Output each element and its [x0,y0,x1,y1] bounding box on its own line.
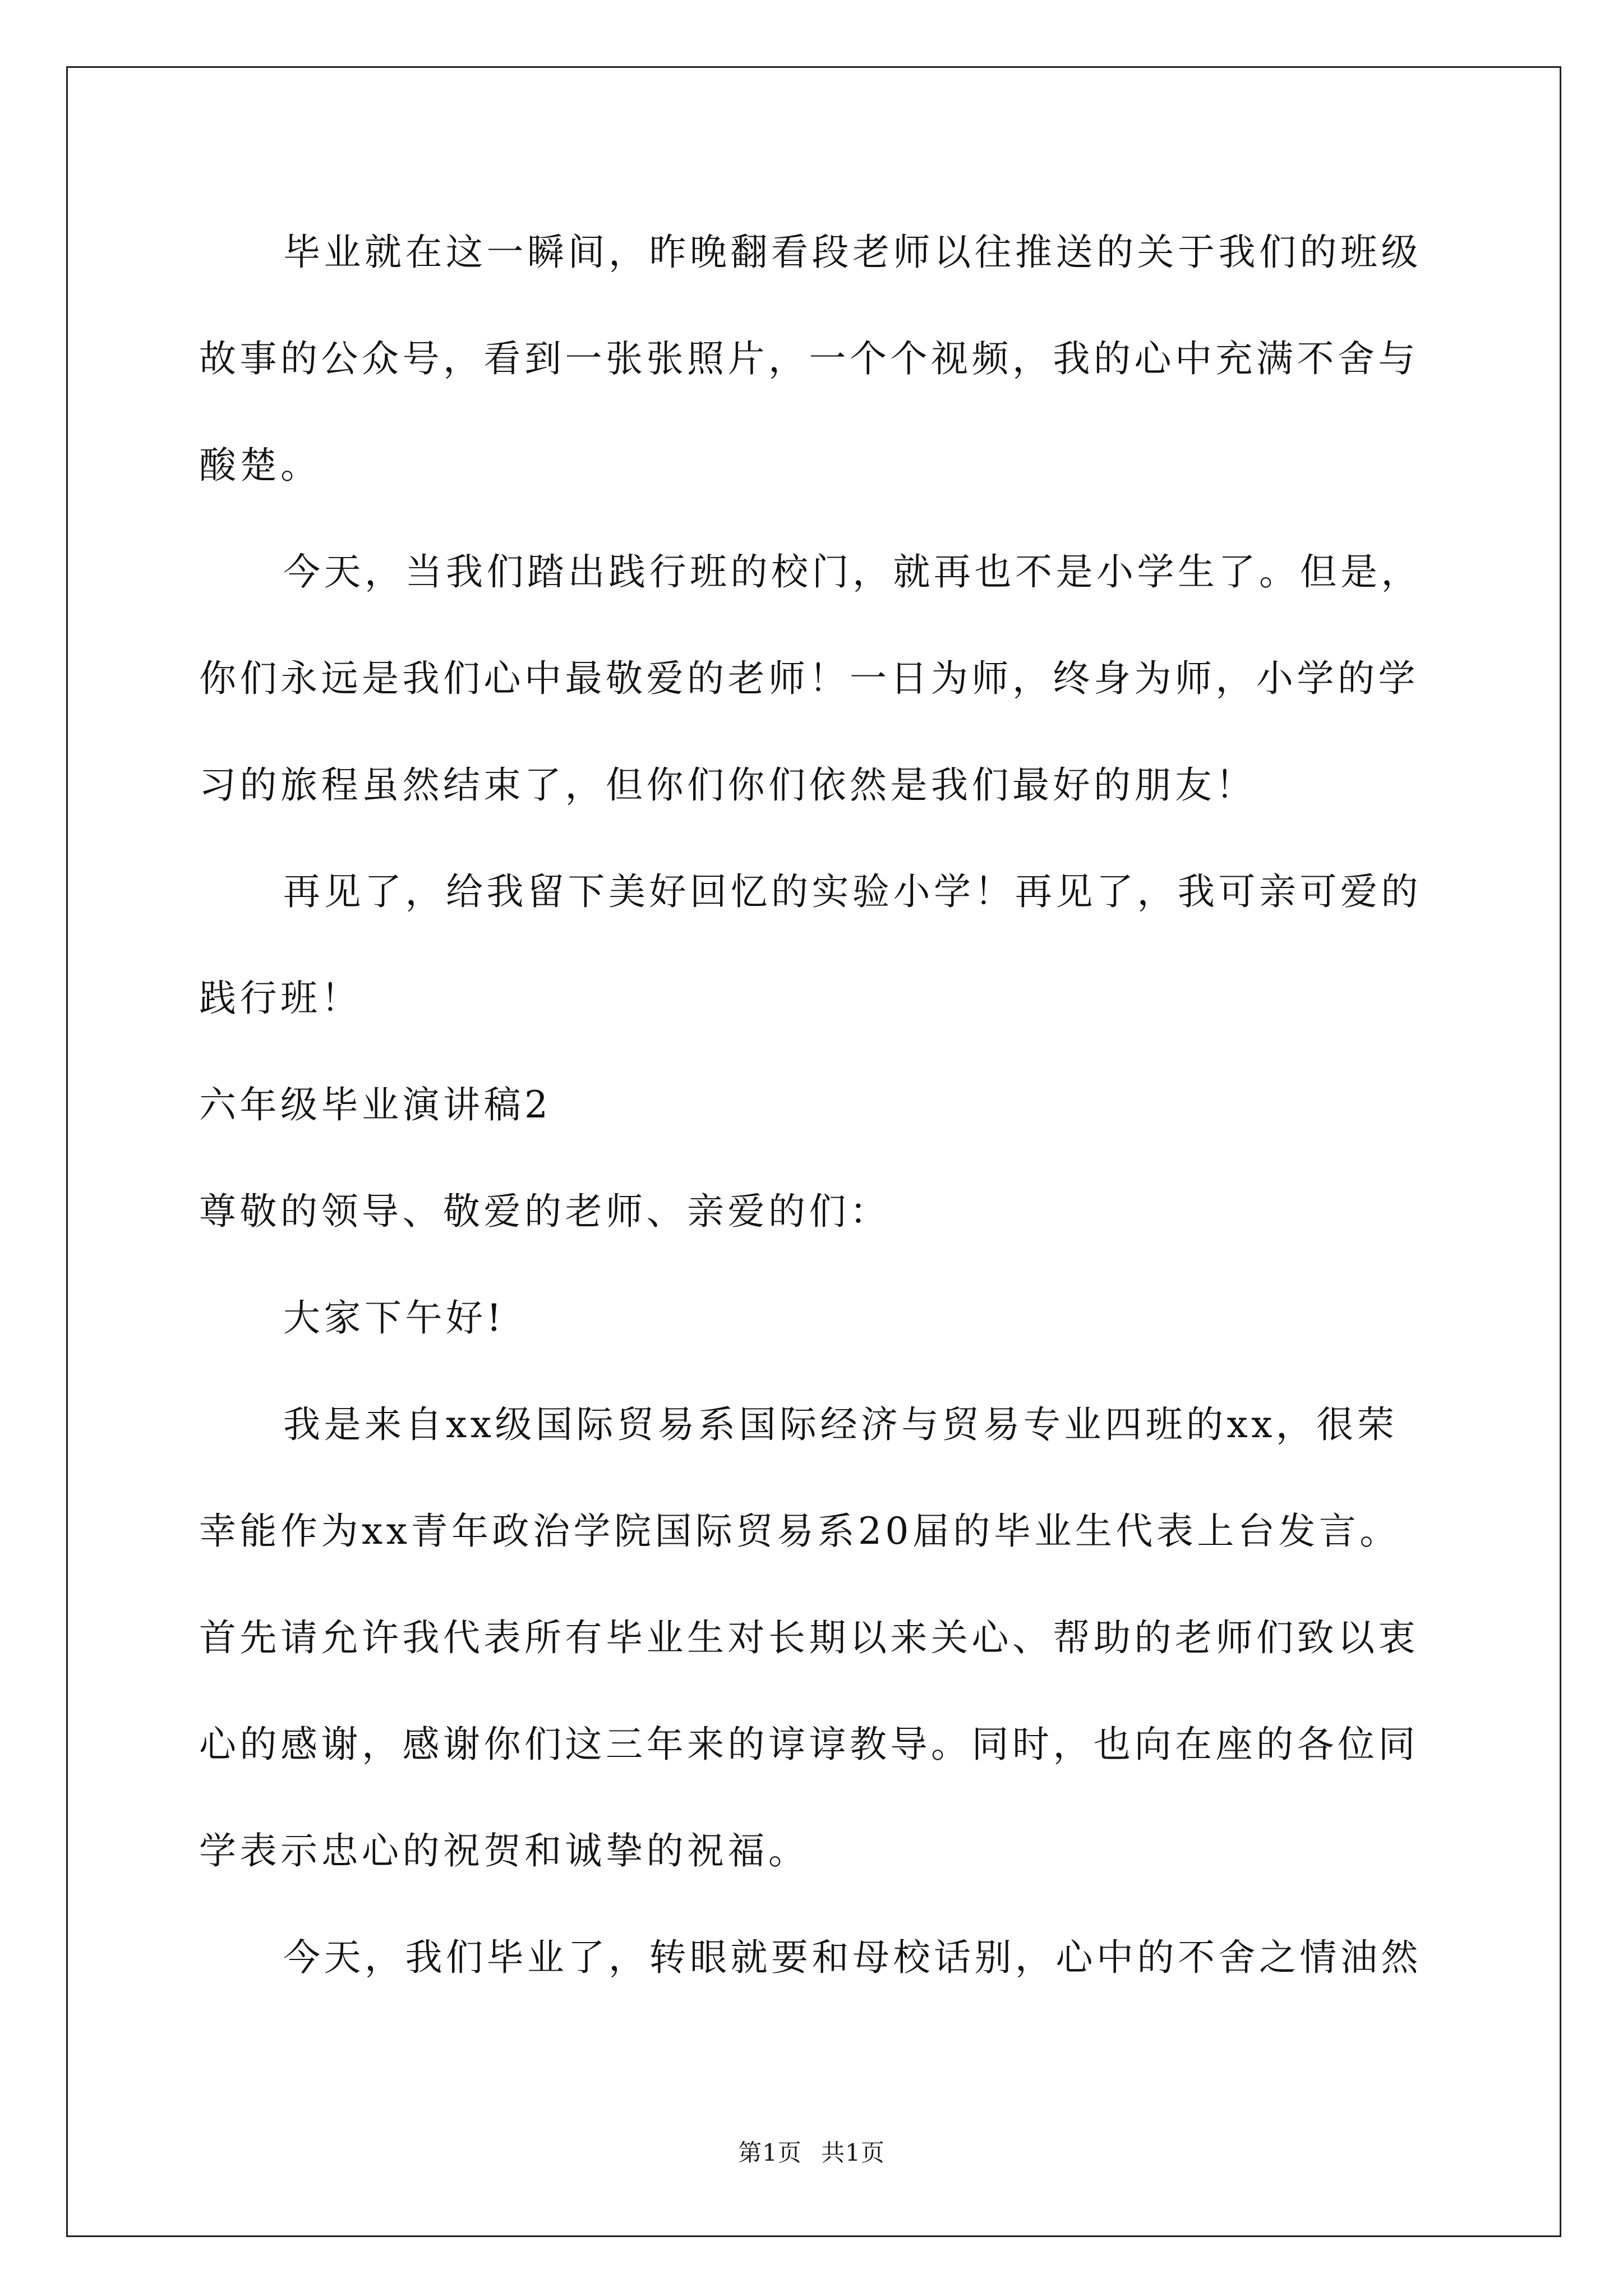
text-line: 今天，当我们踏出践行班的校门，就再也不是小学生了。但是， [283,550,1422,593]
page-number: 第1页 [738,2139,802,2166]
text-line: 故事的公众号，看到一张张照片，一个个视频，我的心中充满不舍与 [199,337,1419,380]
text-line: 学表示忠心的祝贺和诚挚的祝福。 [199,1829,809,1872]
text-line: 再见了，给我留下美好回忆的实验小学！再见了，我可亲可爱的 [283,870,1422,913]
text-line: 践行班！ [199,977,362,1020]
salutation: 尊敬的领导、敬爱的老师、亲爱的们： [199,1190,891,1233]
text-line: 幸能作为xx青年政治学院国际贸易系20届的毕业生代表上台发言。 [199,1510,1400,1553]
page-footer [0,2134,1623,2168]
text-line: 习的旅程虽然结束了，但你们你们依然是我们最好的朋友！ [199,763,1256,807]
greeting: 大家下午好! [283,1296,505,1340]
text-line: 我是来自xx级国际贸易系国际经济与贸易专业四班的xx，很荣 [283,1403,1398,1446]
page-total: 共1页 [821,2139,885,2166]
text-line: 首先请允许我代表所有毕业生对长期以来关心、帮助的老师们致以衷 [199,1616,1419,1659]
text-line: 毕业就在这一瞬间，昨晚翻看段老师以往推送的关于我们的班级 [283,231,1422,274]
document-body [199,213,1427,2025]
text-line: 今天，我们毕业了，转眼就要和母校话别，心中的不舍之情油然 [283,1936,1422,1979]
text-line: 心的感谢，感谢你们这三年来的谆谆教导。同时，也向在座的各位同 [199,1723,1419,1766]
text-line: 你们永远是我们心中最敬爱的老师！一日为师，终身为师，小学的学 [199,657,1419,700]
text-line: 酸楚。 [199,444,321,487]
section-heading: 六年级毕业演讲稿2 [199,1083,552,1126]
